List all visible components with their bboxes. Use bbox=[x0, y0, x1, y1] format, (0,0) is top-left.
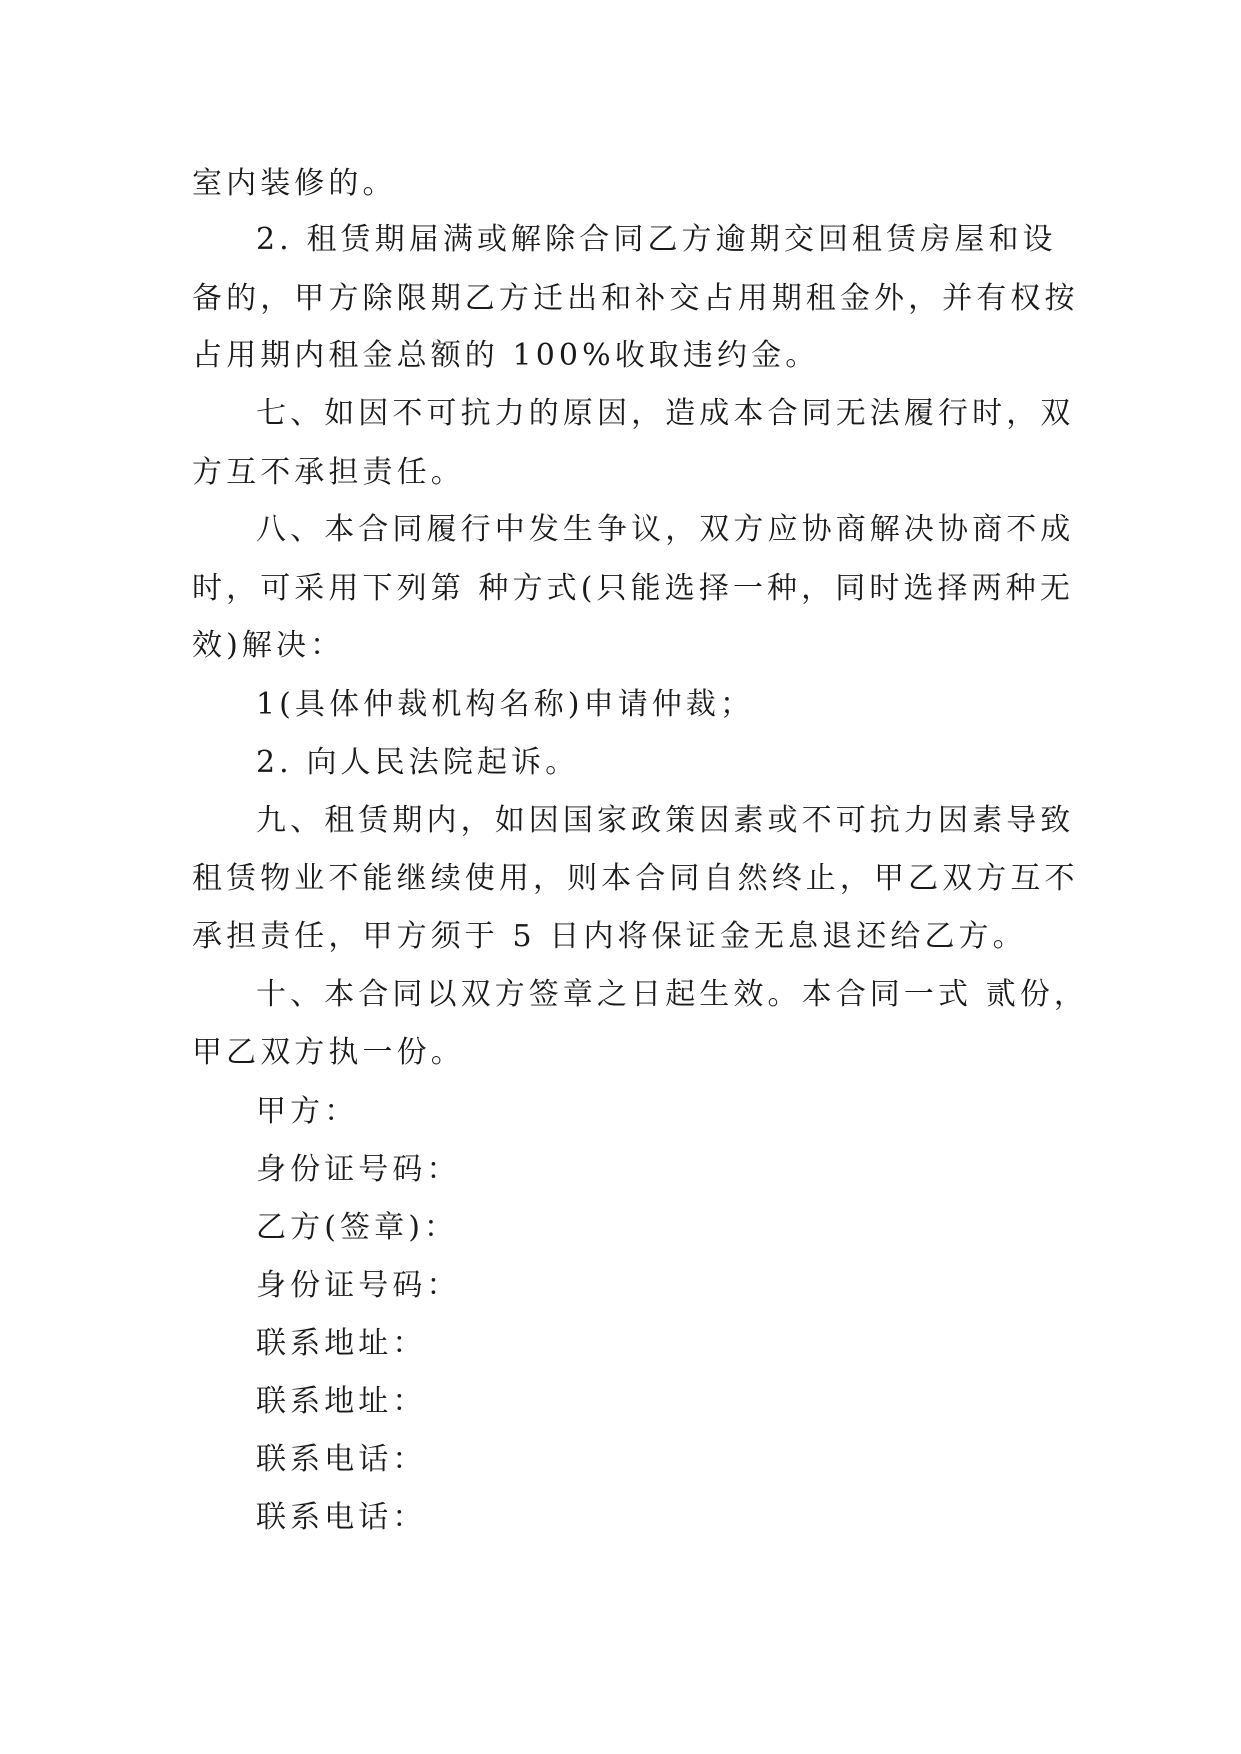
text-line: 租赁物业不能继续使用，则本合同自然终止，甲乙双方互不 bbox=[192, 861, 1079, 896]
signature-label: 身份证号码： bbox=[256, 1152, 461, 1187]
text-line: 方互不承担责任。 bbox=[192, 455, 465, 490]
text-line: 2. 向人民法院起诉。 bbox=[256, 745, 580, 780]
text-line: 室内装修的。 bbox=[192, 166, 397, 201]
text-line: 十、本合同以双方签章之日起生效。本合同一式 贰份， bbox=[256, 977, 1089, 1012]
text-line: 甲乙双方执一份。 bbox=[192, 1035, 465, 1070]
text-line: 九、租赁期内，如因国家政策因素或不可抗力因素导致 bbox=[256, 803, 1075, 838]
text-line: 占用期内租金总额的 100%收取违约金。 bbox=[192, 338, 820, 373]
text-line: 效)解决： bbox=[192, 628, 345, 663]
signature-label: 乙方(签章)： bbox=[256, 1210, 459, 1245]
text-line: 1(具体仲裁机构名称)申请仲裁； bbox=[256, 687, 755, 722]
signature-label: 联系电话： bbox=[256, 1500, 427, 1535]
signature-label: 联系地址： bbox=[256, 1384, 427, 1419]
text-line: 八、本合同履行中发生争议，双方应协商解决协商不成 bbox=[256, 512, 1075, 547]
signature-label: 身份证号码： bbox=[256, 1268, 461, 1303]
text-line: 时，可采用下列第 种方式(只能选择一种，同时选择两种无 bbox=[192, 571, 1074, 606]
signature-label: 甲方： bbox=[256, 1094, 359, 1129]
text-line: 备的，甲方除限期乙方迁出和补交占用期租金外，并有权按 bbox=[192, 281, 1079, 316]
text-line: 七、如因不可抗力的原因，造成本合同无法履行时，双 bbox=[256, 396, 1075, 431]
signature-label: 联系电话： bbox=[256, 1442, 427, 1477]
text-line: 2. 租赁期届满或解除合同乙方逾期交回租赁房屋和设 bbox=[256, 222, 1057, 257]
text-line: 承担责任，甲方须于 5 日内将保证金无息退还给乙方。 bbox=[192, 919, 1027, 954]
signature-label: 联系地址： bbox=[256, 1326, 427, 1361]
